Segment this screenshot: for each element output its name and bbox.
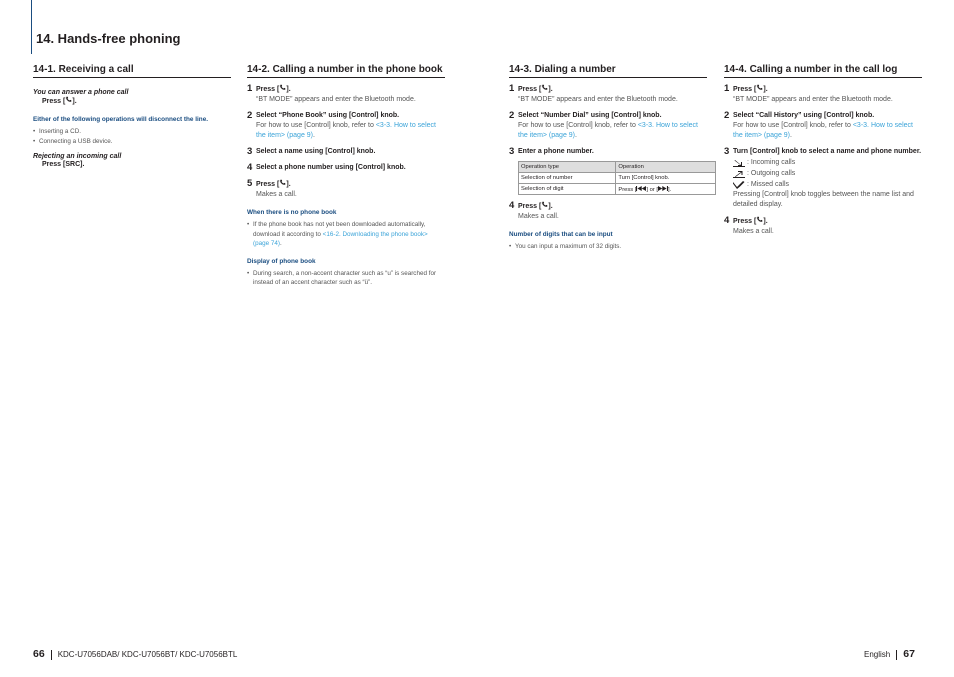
digits-list (509, 242, 707, 252)
table-row (519, 184, 716, 195)
footer-divider (896, 650, 897, 660)
step-1: 1 Press [ ]. “BT MODE” appears and enter the Bluetooth mode. (247, 83, 416, 103)
list-item: • Inserting a CD. (33, 127, 231, 137)
page-number-right: 67 (903, 648, 915, 660)
table-row (519, 173, 716, 184)
section-heading: 14-2. Calling a number in the phone book (247, 63, 445, 78)
answer-action: Press [ ]. (42, 98, 77, 105)
no-phone-book-title: When there is no phone book (247, 209, 337, 216)
operation-table (518, 161, 716, 195)
chapter-marker-line (31, 0, 32, 54)
list-item: • During search, a non-accent character such as “u” is searched for instead of an accent character such as “ü”. (247, 269, 445, 288)
missed-row: : Missed calls (733, 179, 922, 190)
page-number-left: 66 (33, 648, 45, 660)
display-phone-book-list (247, 269, 445, 288)
incoming-call-icon (733, 159, 745, 167)
reject-title: Rejecting an incoming call (33, 153, 122, 160)
step-3: 3 Select a name using [Control] knob. (247, 146, 376, 157)
disconnect-list (33, 127, 231, 146)
section-heading: 14-3. Dialing a number (509, 63, 707, 78)
table-cell: Selection of digit (519, 184, 616, 195)
outgoing-row: : Outgoing calls (733, 168, 922, 179)
incoming-row: : Incoming calls (733, 157, 922, 168)
missed-call-icon (733, 181, 745, 189)
section-heading: 14-4. Calling a number in the call log (724, 63, 922, 78)
step-4: 4 Select a phone number using [Control] knob. (247, 162, 406, 173)
answer-title: You can answer a phone call (33, 89, 129, 96)
step-3: 3 Turn [Control] knob to select a name and phone number. : Incoming calls : Outgoing calls : Missed calls Pressing [Control] knob toggles between the name list and detailed display. (724, 146, 922, 208)
table-cell: Turn [Control] knob. (616, 173, 716, 184)
section-calling-phone-book (247, 63, 445, 288)
step-4: 4 Press [ ]. Makes a call. (509, 200, 559, 220)
list-item: • If the phone book has not yet been downloaded automatically, download it according to <16-2. Downloading the phone book> (page 74). (247, 220, 445, 249)
reject-action: Press [SRC]. (42, 161, 85, 168)
link-how-to-select[interactable]: <3-3. How to select the item> (page 9) (733, 122, 913, 139)
footer-divider (51, 650, 52, 660)
step-4: 4 Press [ ]. Makes a call. (724, 215, 774, 235)
skip-forward-icon (658, 186, 668, 191)
footer-left (33, 648, 237, 660)
step-2: 2 Select “Call History” using [Control] knob. For how to use [Control] knob, refer to <3-3. How to select the item> (page 9). (724, 110, 913, 139)
step-1: 1 Press [ ]. “BT MODE” appears and enter the Bluetooth mode. (724, 83, 893, 103)
section-dialing-number (509, 63, 707, 252)
table-cell: Selection of number (519, 173, 616, 184)
table-header: Operation type (519, 162, 616, 173)
step-2: 2 Select “Number Dial” using [Control] knob. For how to use [Control] knob, refer to <3-3. How to select the item> (page 9). (509, 110, 698, 139)
display-phone-book-title: Display of phone book (247, 257, 316, 265)
table-header-row (519, 162, 716, 173)
chapter-title: 14. Hands-free phoning (36, 31, 181, 46)
step-2: 2 Select “Phone Book” using [Control] knob. For how to use [Control] knob, refer to <3-3. How to select the item> (page 9). (247, 110, 436, 139)
section-heading: 14-1. Receiving a call (33, 63, 231, 78)
step-1: 1 Press [ ]. “BT MODE” appears and enter the Bluetooth mode. (509, 83, 678, 103)
skip-back-icon (636, 186, 646, 191)
digits-title: Number of digits that can be input (509, 231, 613, 238)
footer-right (864, 648, 915, 660)
table-header: Operation (616, 162, 716, 173)
no-phone-book-list (247, 220, 445, 249)
link-how-to-select[interactable]: <3-3. How to select the item> (page 9) (518, 122, 698, 139)
model-numbers: KDC-U7056DAB/ KDC-U7056BT/ KDC-U7056BTL (57, 650, 238, 659)
outgoing-call-icon (733, 170, 745, 178)
section-call-log (724, 63, 922, 237)
section-receiving-call (33, 63, 231, 170)
link-downloading-phone-book[interactable]: <16-2. Downloading the phone book> (page 74) (253, 230, 428, 247)
list-item: • Connecting a USB device. (33, 137, 231, 147)
step-3: 3 Enter a phone number. (509, 146, 594, 157)
table-cell: Press [ ] or [ ]. (616, 184, 716, 195)
step-5: 5 Press [ ]. Makes a call. (247, 178, 297, 198)
list-item: • You can input a maximum of 32 digits. (509, 242, 707, 252)
language-label: English (864, 650, 891, 659)
disconnect-title: Either of the following operations will disconnect the line. (33, 116, 209, 123)
link-how-to-select[interactable]: <3-3. How to select the item> (page 9) (256, 122, 436, 139)
